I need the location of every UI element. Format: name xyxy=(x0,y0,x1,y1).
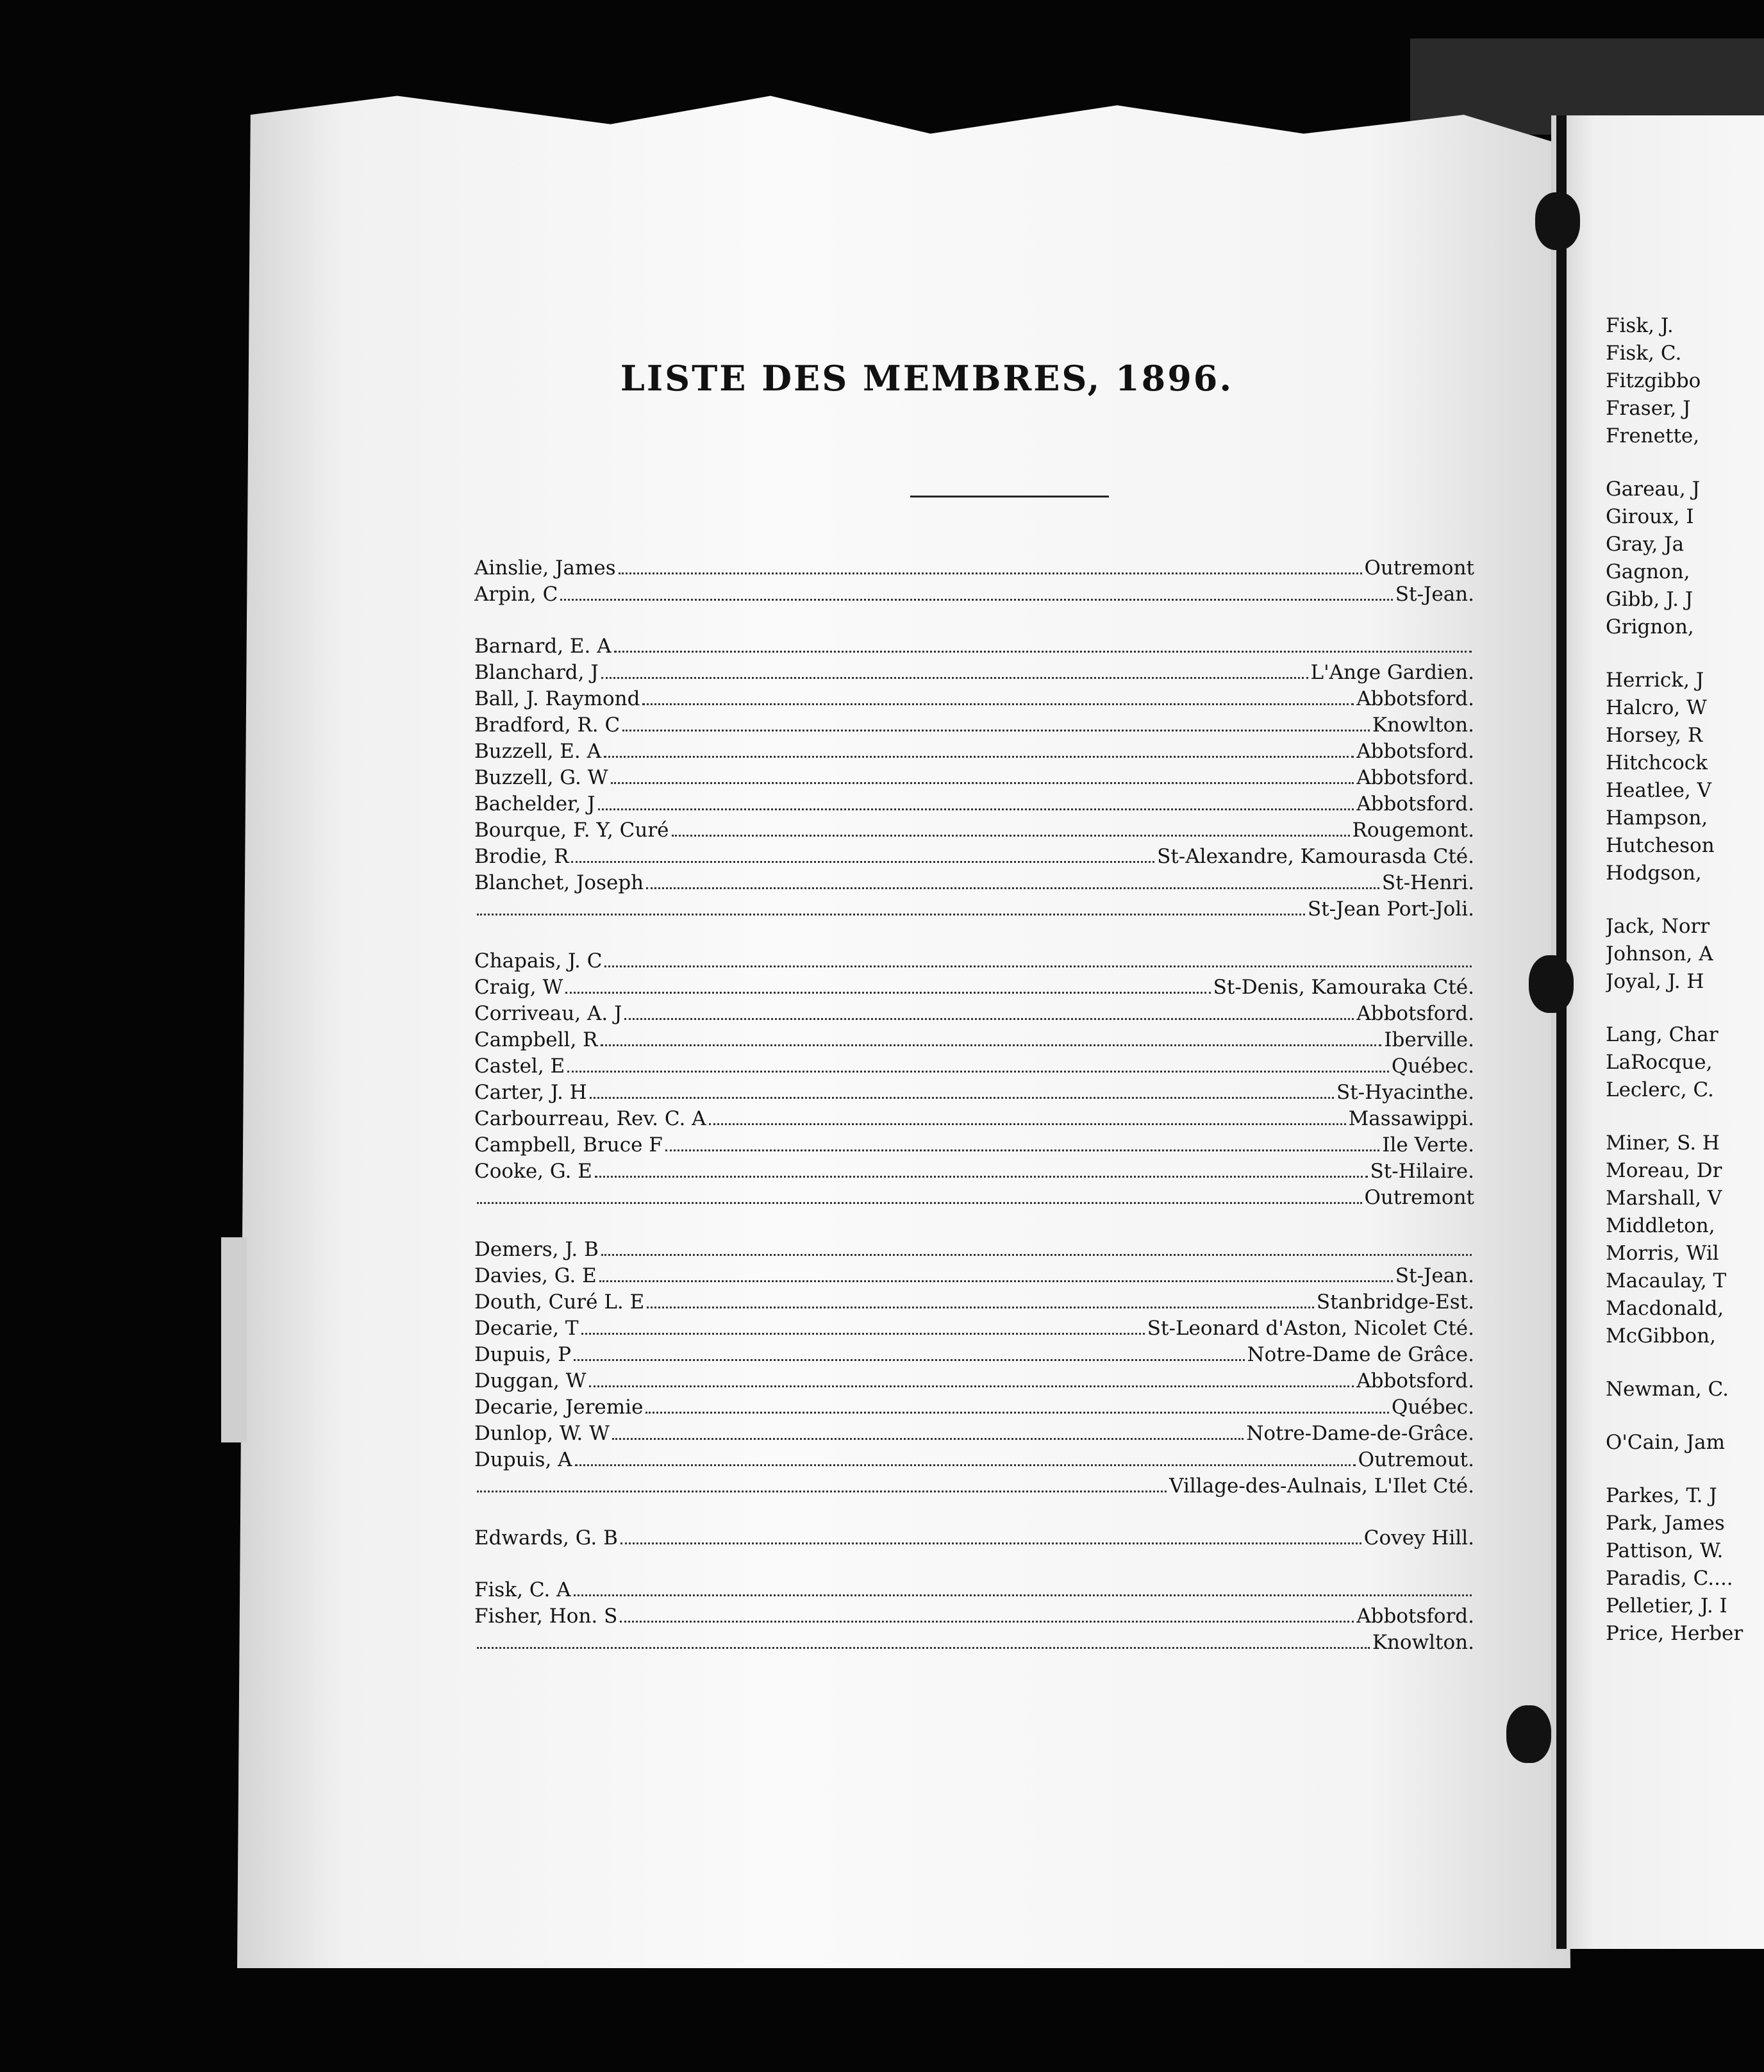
facing-page-entry: O'Cain, Jam xyxy=(1606,1431,1726,1454)
member-name: Corriveau, A. J xyxy=(474,1002,622,1025)
member-entry xyxy=(474,740,1474,766)
member-entry xyxy=(474,1369,1474,1396)
facing-page-entry: Lang, Char xyxy=(1606,1023,1718,1046)
member-entry xyxy=(474,1028,1474,1055)
facing-page-entry: Gibb, J. J xyxy=(1606,588,1693,611)
member-place: Ile Verte. xyxy=(1382,1133,1474,1157)
member-place: Outremout. xyxy=(1358,1448,1474,1471)
facing-page-entry: Gagnon, xyxy=(1606,560,1690,583)
member-name: Fisk, C. A xyxy=(474,1578,571,1601)
facing-page-entry: Park, James xyxy=(1606,1512,1725,1535)
member-place: St-Denis, Kamouraka Cté. xyxy=(1213,976,1474,999)
member-name: Davies, G. E xyxy=(474,1264,597,1287)
dot-leader xyxy=(645,1412,1388,1414)
member-entry xyxy=(474,556,1474,583)
facing-page-entry: Joyal, J. H xyxy=(1606,970,1704,993)
dot-leader xyxy=(604,756,1354,758)
member-place: Abbotsford. xyxy=(1356,766,1474,789)
dot-leader xyxy=(614,651,1472,653)
facing-page-entry: Gareau, J xyxy=(1606,478,1700,501)
member-name: Brodie, R xyxy=(474,845,569,868)
dot-leader xyxy=(619,572,1362,574)
dot-leader xyxy=(601,1044,1382,1046)
facing-page-entry: Jack, Norr xyxy=(1606,915,1710,938)
member-place: Knowlton. xyxy=(1372,714,1474,737)
facing-page-entry: Middleton, xyxy=(1606,1214,1715,1237)
dot-leader xyxy=(601,1254,1472,1256)
member-place: St-Alexandre, Kamourasda Cté. xyxy=(1157,845,1474,868)
dot-leader xyxy=(590,1097,1334,1099)
member-place: Rougemont. xyxy=(1352,819,1474,842)
member-entry xyxy=(474,1526,1474,1553)
member-entry xyxy=(474,1291,1474,1317)
facing-page-entry: Frenette, xyxy=(1606,424,1700,447)
members-list xyxy=(474,556,1474,1657)
member-place: St-Jean Port-Joli. xyxy=(1307,898,1474,921)
facing-page-entry: Morris, Wil xyxy=(1606,1242,1719,1265)
member-entry xyxy=(474,583,1474,609)
member-name: Campbell, Bruce F xyxy=(474,1133,663,1157)
member-entry xyxy=(474,1002,1474,1028)
dot-leader xyxy=(589,1385,1354,1387)
dot-leader xyxy=(646,887,1379,889)
member-place: Abbotsford. xyxy=(1356,740,1474,763)
member-place: Knowlton. xyxy=(1372,1631,1474,1654)
member-entry xyxy=(474,1238,1474,1264)
member-name: Bachelder, J xyxy=(474,792,595,815)
member-entry xyxy=(474,871,1474,898)
member-entry xyxy=(474,976,1474,1002)
facing-page-list xyxy=(1606,314,1764,1650)
member-place: Massawippi. xyxy=(1348,1107,1474,1130)
member-name: Craig, W xyxy=(474,976,563,999)
member-name: Bourque, F. Y, Curé xyxy=(474,819,669,842)
member-place: Outremont xyxy=(1364,1186,1474,1209)
dot-leader xyxy=(672,835,1350,837)
facing-page-entry: Hodgson, xyxy=(1606,862,1702,885)
member-place: St-Leonard d'Aston, Nicolet Cté. xyxy=(1147,1317,1474,1340)
facing-page-entry: Gray, Ja xyxy=(1606,533,1685,556)
member-name: Buzzell, E. A xyxy=(474,740,602,763)
dot-leader xyxy=(647,1307,1314,1308)
dot-leader xyxy=(560,599,1392,601)
member-entry xyxy=(474,1133,1474,1160)
member-entry xyxy=(474,661,1474,687)
member-entry xyxy=(474,1448,1474,1475)
dot-leader xyxy=(620,1542,1361,1544)
member-entry xyxy=(474,845,1474,871)
member-place: Covey Hill. xyxy=(1363,1526,1474,1550)
member-name: Carter, J. H xyxy=(474,1081,587,1104)
facing-page-entry: Newman, C. xyxy=(1606,1378,1729,1401)
member-entry xyxy=(474,1317,1474,1343)
page-title: LISTE DES MEMBRES, 1896. xyxy=(620,358,1234,399)
member-entry xyxy=(474,1081,1474,1107)
facing-page-entry: Grignon, xyxy=(1606,615,1694,639)
member-entry xyxy=(474,819,1474,845)
member-name: Duggan, W xyxy=(474,1369,587,1392)
member-entry xyxy=(474,1343,1474,1369)
dot-leader xyxy=(477,1647,1370,1649)
dot-leader xyxy=(575,1464,1356,1466)
facing-page-entry: Macaulay, T xyxy=(1606,1269,1727,1292)
dot-leader xyxy=(622,730,1370,731)
facing-page-entry: Paradis, C.... xyxy=(1606,1567,1733,1590)
member-name: Ball, J. Raymond xyxy=(474,687,640,710)
facing-page-entry: Fraser, J xyxy=(1606,397,1691,420)
member-name: Castel, E xyxy=(474,1055,565,1078)
member-place: L'Ange Gardien. xyxy=(1310,661,1474,684)
member-name: Cooke, G. E xyxy=(474,1160,592,1183)
facing-page-entry: Parkes, T. J xyxy=(1606,1484,1717,1507)
dot-leader xyxy=(604,965,1472,967)
member-entry xyxy=(474,1422,1474,1448)
member-entry xyxy=(474,1186,1474,1212)
dot-leader xyxy=(595,1176,1368,1178)
facing-page-entry: Fisk, C. xyxy=(1606,342,1682,365)
member-entry xyxy=(474,687,1474,714)
member-name: Bradford, R. C xyxy=(474,714,620,737)
binding-stitch xyxy=(1529,955,1574,1013)
member-name: Dupuis, A xyxy=(474,1448,572,1471)
binding-stitch xyxy=(1535,192,1580,250)
member-entry xyxy=(474,1475,1474,1501)
member-place: Québec. xyxy=(1391,1055,1474,1078)
dot-leader xyxy=(599,1280,1393,1282)
title-divider xyxy=(910,496,1109,497)
member-name: Edwards, G. B xyxy=(474,1526,618,1550)
member-place: Notre-Dame de Grâce. xyxy=(1247,1343,1474,1366)
member-entry xyxy=(474,949,1474,976)
dot-leader xyxy=(477,914,1305,915)
member-entry xyxy=(474,766,1474,792)
facing-page-entry: Leclerc, C. xyxy=(1606,1078,1714,1101)
facing-page-entry: Fitzgibbo xyxy=(1606,369,1701,392)
member-name: Dupuis, P xyxy=(474,1343,572,1366)
member-entry xyxy=(474,1055,1474,1081)
member-place: Iberville. xyxy=(1384,1028,1474,1051)
facing-page-entry: Hitchcock xyxy=(1606,751,1708,774)
dot-leader xyxy=(567,1071,1389,1073)
facing-page-entry: Macdonald, xyxy=(1606,1297,1724,1320)
member-entry xyxy=(474,635,1474,661)
member-name: Fisher, Hon. S xyxy=(474,1605,618,1628)
dot-leader xyxy=(611,782,1354,784)
dot-leader xyxy=(581,1333,1145,1335)
member-name: Blanchet, Joseph xyxy=(474,871,644,894)
member-entry xyxy=(474,898,1474,924)
member-name: Barnard, E. A xyxy=(474,635,612,658)
member-name: Carbourreau, Rev. C. A xyxy=(474,1107,706,1130)
facing-page-entry: Miner, S. H xyxy=(1606,1132,1720,1155)
dot-leader xyxy=(565,992,1210,994)
dot-leader xyxy=(477,1491,1167,1492)
member-name: Campbell, R xyxy=(474,1028,598,1051)
member-entry xyxy=(474,714,1474,740)
facing-page-entry: Halcro, W xyxy=(1606,696,1707,719)
facing-page-entry: Fisk, J. xyxy=(1606,314,1674,337)
member-name: Chapais, J. C xyxy=(474,949,603,973)
member-name: Dunlop, W. W xyxy=(474,1422,610,1445)
member-name: Blanchard, J xyxy=(474,661,599,684)
member-name: Ainslie, James xyxy=(474,556,616,580)
member-place: St-Jean. xyxy=(1395,583,1474,606)
member-entry xyxy=(474,1578,1474,1605)
dot-leader xyxy=(624,1018,1354,1020)
member-place: Abbotsford. xyxy=(1356,1002,1474,1025)
member-place: St-Jean. xyxy=(1395,1264,1474,1287)
facing-page-entry: Pelletier, J. I xyxy=(1606,1594,1727,1617)
page-edge-tab xyxy=(221,1237,247,1442)
dot-leader xyxy=(601,677,1308,679)
facing-page-entry: LaRocque, xyxy=(1606,1051,1713,1074)
member-place: Notre-Dame-de-Grâce. xyxy=(1246,1422,1474,1445)
member-place: Abbotsford. xyxy=(1356,1605,1474,1628)
member-place: St-Hyacinthe. xyxy=(1336,1081,1474,1104)
member-place: Abbotsford. xyxy=(1356,687,1474,710)
facing-page-entry: Heatlee, V xyxy=(1606,779,1712,802)
facing-page-entry: Hutcheson xyxy=(1606,834,1715,857)
member-entry xyxy=(474,1160,1474,1186)
dot-leader xyxy=(620,1621,1354,1623)
member-name: Decarie, Jeremie xyxy=(474,1396,644,1419)
dot-leader xyxy=(598,808,1354,810)
dot-leader xyxy=(612,1438,1244,1440)
member-entry xyxy=(474,1107,1474,1133)
member-name: Arpin, C xyxy=(474,583,558,606)
dot-leader xyxy=(477,1202,1362,1204)
member-place: St-Henri. xyxy=(1381,871,1474,894)
facing-page-entry: Horsey, R xyxy=(1606,724,1703,747)
member-entry xyxy=(474,1605,1474,1631)
member-entry xyxy=(474,792,1474,819)
facing-page-entry: Moreau, Dr xyxy=(1606,1159,1722,1182)
facing-page-entry: Marshall, V xyxy=(1606,1187,1722,1210)
facing-page-entry: Pattison, W. xyxy=(1606,1539,1724,1562)
member-place: Village-des-Aulnais, L'Ilet Cté. xyxy=(1169,1475,1474,1498)
member-name: Decarie, T xyxy=(474,1317,579,1340)
facing-page-entry: McGibbon, xyxy=(1606,1324,1716,1348)
dot-leader xyxy=(709,1123,1346,1125)
dot-leader xyxy=(665,1149,1379,1151)
member-name: Douth, Curé L. E xyxy=(474,1291,645,1314)
member-place: Québec. xyxy=(1391,1396,1474,1419)
dot-leader xyxy=(571,861,1154,863)
facing-page-entry: Giroux, I xyxy=(1606,505,1694,528)
facing-page-entry: Johnson, A xyxy=(1606,942,1713,965)
dot-leader xyxy=(574,1359,1244,1361)
facing-page-entry: Price, Herber xyxy=(1606,1622,1743,1645)
member-place: Stanbridge-Est. xyxy=(1316,1291,1474,1314)
binding-stitch xyxy=(1506,1705,1551,1763)
member-name: Demers, J. B xyxy=(474,1238,599,1261)
member-place: Abbotsford. xyxy=(1356,792,1474,815)
member-entry xyxy=(474,1396,1474,1422)
member-place: Abbotsford. xyxy=(1356,1369,1474,1392)
member-name: Buzzell, G. W xyxy=(474,766,608,789)
facing-page-entry: Hampson, xyxy=(1606,806,1708,830)
dot-leader xyxy=(574,1594,1472,1596)
member-entry xyxy=(474,1631,1474,1657)
dot-leader xyxy=(642,703,1354,705)
member-place: St-Hilaire. xyxy=(1370,1160,1474,1183)
facing-page-entry: Herrick, J xyxy=(1606,669,1704,692)
member-entry xyxy=(474,1264,1474,1291)
member-place: Outremont xyxy=(1364,556,1474,580)
